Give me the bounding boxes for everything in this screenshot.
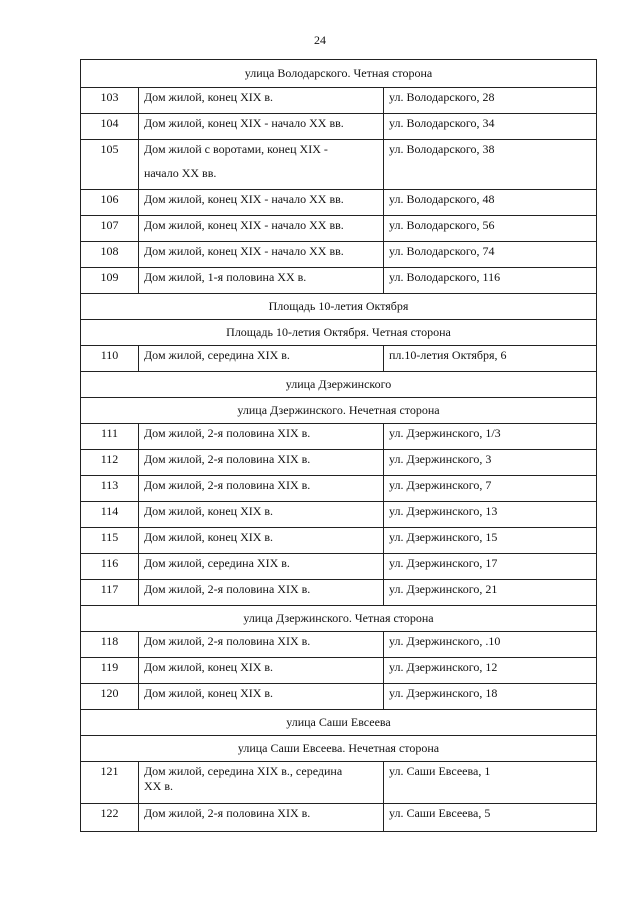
row-number: 110 [81, 346, 139, 372]
object-description [139, 476, 384, 502]
description-line: Дом жилой, конец XIX в. [144, 530, 274, 544]
object-description [139, 424, 384, 450]
object-address: ул. Дзержинского, 7 [384, 476, 597, 502]
table-row [81, 140, 597, 190]
description-line: Дом жилой, конец XIX - начало XX вв. [144, 116, 344, 130]
table-row [81, 190, 597, 216]
object-description [139, 346, 384, 372]
object-description [139, 88, 384, 114]
object-address: ул. Дзержинского, 17 [384, 554, 597, 580]
table-row [81, 346, 597, 372]
row-number: 112 [81, 450, 139, 476]
object-description [139, 268, 384, 294]
object-description [139, 580, 384, 606]
description-line: Дом жилой, конец XIX - начало XX вв. [144, 218, 344, 232]
page-number: 24 [314, 33, 326, 47]
object-description [139, 450, 384, 476]
section-heading-row [81, 320, 597, 346]
table-row [81, 476, 597, 502]
table-row [81, 216, 597, 242]
object-address: ул. Володарского, 74 [384, 242, 597, 268]
section-heading-row [81, 60, 597, 88]
table-row [81, 684, 597, 710]
object-address: ул. Володарского, 56 [384, 216, 597, 242]
section-heading-row [81, 606, 597, 632]
row-number: 114 [81, 502, 139, 528]
table-row [81, 658, 597, 684]
row-number: 103 [81, 88, 139, 114]
object-description [139, 554, 384, 580]
table-row [81, 762, 597, 804]
object-description [139, 216, 384, 242]
object-address: ул. Дзержинского, 3 [384, 450, 597, 476]
row-number: 108 [81, 242, 139, 268]
table-row [81, 580, 597, 606]
section-heading: улица Саши Евсеева [81, 710, 597, 736]
object-description [139, 114, 384, 140]
row-number: 113 [81, 476, 139, 502]
description-line: Дом жилой, конец XIX в. [144, 504, 274, 518]
description-line: XX в. [144, 779, 173, 793]
object-description [139, 242, 384, 268]
object-address: ул. Саши Евсеева, 1 [384, 762, 597, 804]
section-heading-row [81, 372, 597, 398]
object-address: ул. Дзержинского, 18 [384, 684, 597, 710]
section-heading: улица Саши Евсеева. Нечетная сторона [81, 736, 597, 762]
section-heading: улица Володарского. Четная сторона [81, 60, 597, 88]
object-description [139, 528, 384, 554]
description-line: Дом жилой, конец XIX - начало XX вв. [144, 244, 344, 258]
description-line: Дом жилой, 1-я половина XX в. [144, 270, 307, 284]
object-address: ул. Володарского, 38 [384, 140, 597, 190]
row-number: 122 [81, 804, 139, 832]
description-line: Дом жилой, 2-я половина XIX в. [144, 478, 311, 492]
table-row [81, 554, 597, 580]
object-address: ул. Дзержинского, 21 [384, 580, 597, 606]
row-number: 117 [81, 580, 139, 606]
row-number: 107 [81, 216, 139, 242]
row-number: 115 [81, 528, 139, 554]
description-line: Дом жилой, 2-я половина XIX в. [144, 634, 311, 648]
table-row [81, 268, 597, 294]
description-line: Дом жилой, середина XIX в., середина [144, 764, 343, 778]
row-number: 104 [81, 114, 139, 140]
description-line: Дом жилой, конец XIX - начало XX вв. [144, 192, 344, 206]
section-heading-row [81, 736, 597, 762]
object-address: ул. Дзержинского, .10 [384, 632, 597, 658]
section-heading-row [81, 710, 597, 736]
object-address: ул. Дзержинского, 13 [384, 502, 597, 528]
table-row [81, 632, 597, 658]
description-line: Дом жилой с воротами, конец XIX - [144, 142, 328, 156]
row-number: 118 [81, 632, 139, 658]
object-address: ул. Дзержинского, 12 [384, 658, 597, 684]
object-address: пл.10-летия Октября, 6 [384, 346, 597, 372]
description-line: Дом жилой, конец XIX в. [144, 686, 274, 700]
row-number: 111 [81, 424, 139, 450]
object-description [139, 762, 384, 804]
object-description [139, 502, 384, 528]
row-number: 105 [81, 140, 139, 190]
row-number: 109 [81, 268, 139, 294]
object-description [139, 804, 384, 832]
object-address: ул. Дзержинского, 15 [384, 528, 597, 554]
object-address: ул. Володарского, 116 [384, 268, 597, 294]
monuments-table [80, 59, 597, 832]
object-address: ул. Володарского, 48 [384, 190, 597, 216]
object-address: ул. Володарского, 34 [384, 114, 597, 140]
object-description [139, 140, 384, 190]
row-number: 106 [81, 190, 139, 216]
table-row [81, 242, 597, 268]
description-line: Дом жилой, 2-я половина XIX в. [144, 806, 311, 820]
object-address: ул. Саши Евсеева, 5 [384, 804, 597, 832]
description-line: Дом жилой, конец XIX в. [144, 660, 274, 674]
section-heading: Площадь 10-летия Октября [81, 294, 597, 320]
object-description [139, 632, 384, 658]
table-row [81, 528, 597, 554]
row-number: 120 [81, 684, 139, 710]
object-address: ул. Дзержинского, 1/3 [384, 424, 597, 450]
section-heading: улица Дзержинского [81, 372, 597, 398]
section-heading: улица Дзержинского. Четная сторона [81, 606, 597, 632]
table-row [81, 88, 597, 114]
row-number: 116 [81, 554, 139, 580]
description-line: Дом жилой, середина XIX в. [144, 348, 290, 362]
row-number: 119 [81, 658, 139, 684]
description-line: Дом жилой, конец XIX в. [144, 90, 274, 104]
object-address: ул. Володарского, 28 [384, 88, 597, 114]
section-heading: улица Дзержинского. Нечетная сторона [81, 398, 597, 424]
row-number: 121 [81, 762, 139, 804]
description-line: Дом жилой, середина XIX в. [144, 556, 290, 570]
object-description [139, 190, 384, 216]
table-row [81, 114, 597, 140]
section-heading-row [81, 398, 597, 424]
table-row [81, 502, 597, 528]
description-line: Дом жилой, 2-я половина XIX в. [144, 452, 311, 466]
table-row [81, 804, 597, 832]
table-row [81, 424, 597, 450]
description-line: Дом жилой, 2-я половина XIX в. [144, 582, 311, 596]
description-line: начало XX вв. [144, 166, 217, 180]
description-line: Дом жилой, 2-я половина XIX в. [144, 426, 311, 440]
section-heading-row [81, 294, 597, 320]
table-row [81, 450, 597, 476]
section-heading: Площадь 10-летия Октября. Четная сторона [81, 320, 597, 346]
object-description [139, 684, 384, 710]
object-description [139, 658, 384, 684]
